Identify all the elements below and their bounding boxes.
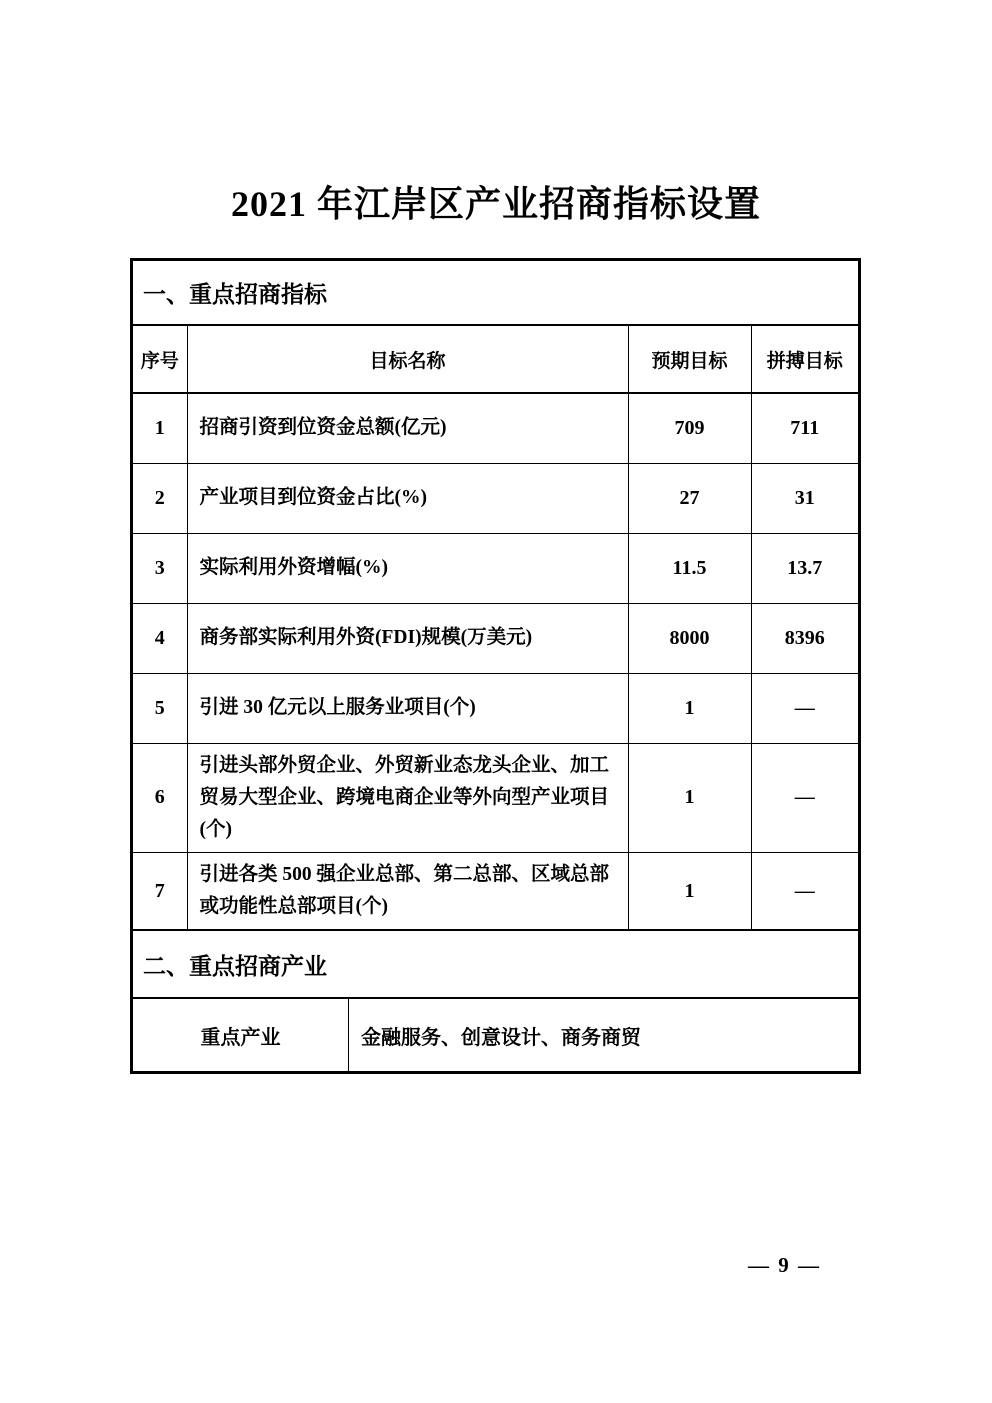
indicator-grid bbox=[133, 326, 858, 929]
row-stretch: — bbox=[751, 673, 858, 743]
row-no: 1 bbox=[133, 393, 187, 463]
row-name: 实际利用外资增幅(%) bbox=[187, 533, 628, 603]
row-name: 商务部实际利用外资(FDI)规模(万美元) bbox=[187, 603, 628, 673]
key-industry-value: 金融服务、创意设计、商务商贸 bbox=[361, 1026, 641, 1049]
column-header-expected: 预期目标 bbox=[628, 326, 751, 393]
row-stretch: — bbox=[751, 743, 858, 853]
column-header-row bbox=[133, 326, 858, 393]
row-name: 产业项目到位资金占比(%) bbox=[187, 463, 628, 533]
key-industry-row bbox=[133, 999, 858, 1071]
key-industry-label: 重点产业 bbox=[133, 999, 349, 1071]
table-row bbox=[133, 743, 858, 853]
row-expected: 709 bbox=[628, 393, 751, 463]
section1-header: 一、重点招商指标 bbox=[133, 261, 858, 326]
row-name: 招商引资到位资金总额(亿元) bbox=[187, 393, 628, 463]
row-no: 5 bbox=[133, 673, 187, 743]
row-name: 引进各类 500 强企业总部、第二总部、区域总部或功能性总部项目(个) bbox=[187, 853, 628, 930]
table-row bbox=[133, 533, 858, 603]
table-row bbox=[133, 673, 858, 743]
row-no: 6 bbox=[133, 743, 187, 853]
row-stretch: 31 bbox=[751, 463, 858, 533]
page-number: — 9 — bbox=[748, 1253, 821, 1277]
row-expected: 1 bbox=[628, 673, 751, 743]
table-row bbox=[133, 853, 858, 930]
section2-header: 二、重点招商产业 bbox=[133, 929, 858, 999]
table-row bbox=[133, 393, 858, 463]
column-header-no: 序号 bbox=[133, 326, 187, 393]
row-stretch: 711 bbox=[751, 393, 858, 463]
row-name: 引进头部外贸企业、外贸新业态龙头企业、加工贸易大型企业、跨境电商企业等外向型产业项目(个) bbox=[187, 743, 628, 853]
row-no: 7 bbox=[133, 853, 187, 930]
row-no: 4 bbox=[133, 603, 187, 673]
row-expected: 1 bbox=[628, 743, 751, 853]
row-expected: 27 bbox=[628, 463, 751, 533]
row-expected: 11.5 bbox=[628, 533, 751, 603]
table-row bbox=[133, 603, 858, 673]
column-header-name: 目标名称 bbox=[187, 326, 628, 393]
row-no: 3 bbox=[133, 533, 187, 603]
row-expected: 8000 bbox=[628, 603, 751, 673]
row-no: 2 bbox=[133, 463, 187, 533]
row-name: 引进 30 亿元以上服务业项目(个) bbox=[187, 673, 628, 743]
row-stretch: 8396 bbox=[751, 603, 858, 673]
row-stretch: 13.7 bbox=[751, 533, 858, 603]
column-header-stretch: 拼搏目标 bbox=[751, 326, 858, 393]
table-row bbox=[133, 463, 858, 533]
row-stretch: — bbox=[751, 853, 858, 930]
page-title: 2021 年江岸区产业招商指标设置 bbox=[230, 184, 761, 224]
row-expected: 1 bbox=[628, 853, 751, 930]
indicator-table bbox=[130, 258, 861, 1074]
